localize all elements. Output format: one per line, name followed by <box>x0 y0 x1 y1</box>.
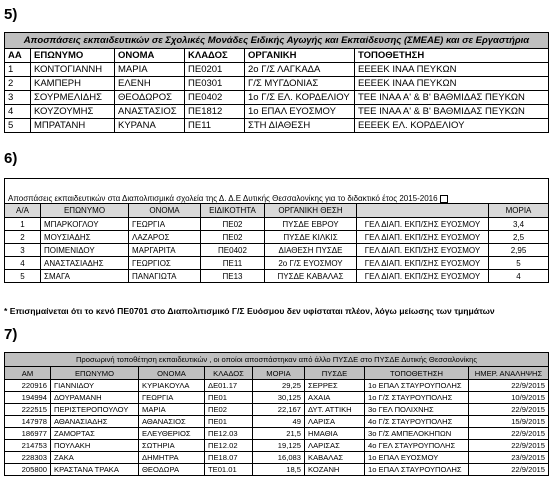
table-cell: ΚΟΥΖΟΥΜΗΣ <box>31 105 115 119</box>
table-cell: 220916 <box>5 380 51 392</box>
table-row <box>5 244 549 257</box>
table-cell: 23/9/2015 <box>469 452 549 464</box>
table-cell: 147978 <box>5 416 51 428</box>
table-row <box>5 63 549 77</box>
table-cell: ΕΛΕΝΗ <box>115 77 185 91</box>
table-cell: 1ο Γ/Σ ΕΛ. ΚΟΡΔΕΛΙΟΥ <box>245 91 355 105</box>
table-cell: 1ο ΕΠΑΛ ΕΥΟΣΜΟΥ <box>245 105 355 119</box>
table-cell: ΓΕΛ ΔΙΑΠ. ΕΚΠ/ΣΗΣ ΕΥΟΣΜΟΥ <box>357 270 489 283</box>
table-cell: 4ο ΓΕΛ ΣΤΑΥΡΟΥΠΟΛΗΣ <box>365 440 469 452</box>
table-cell: ΓΕΩΡΓΙΑ <box>129 218 201 231</box>
table-cell: ΚΟΖΑΝΗ <box>305 464 365 476</box>
column-header: ΟΝΟΜΑ <box>139 367 205 380</box>
column-header: ΕΙΔΙΚΟΤΗΤΑ <box>201 204 265 218</box>
table-cell: ΚΑΒΑΛΑΣ <box>305 452 365 464</box>
table-cell: 1ο ΕΠΑΛ ΣΤΑΥΡΟΥΠΟΛΗΣ <box>365 380 469 392</box>
table-row <box>5 416 549 428</box>
table-cell: ΠΕ02 <box>201 231 265 244</box>
table-cell: ΚΟΝΤΟΓΙΑΝΝΗ <box>31 63 115 77</box>
table-cell: ΚΥΡΙΑΚΟΥΛΑ <box>139 380 205 392</box>
table-cell: 3 <box>5 91 31 105</box>
column-header: ΕΠΩΝΥΜΟ <box>41 204 129 218</box>
table-cell: ΣΜΑΓΑ <box>41 270 129 283</box>
table-row <box>5 404 549 416</box>
table-row <box>5 257 549 270</box>
table-cell: 29,25 <box>253 380 305 392</box>
table-cell: 4 <box>489 270 549 283</box>
table-cell: ΠΕ18.07 <box>205 452 253 464</box>
table-cell: ΘΕΟΔΩΡΑ <box>139 464 205 476</box>
table-cell: 3,4 <box>489 218 549 231</box>
table-cell: 22/9/2015 <box>469 440 549 452</box>
table-cell: ΖΑΜΟΡΤΑΣ <box>51 428 139 440</box>
table-cell: 22/9/2015 <box>469 428 549 440</box>
table-row <box>5 105 549 119</box>
table-cell: ΘΕΟΔΩΡΟΣ <box>115 91 185 105</box>
table-cell: ΜΑΡΙΑ <box>139 404 205 416</box>
section-6-note: * Επισημαίνεται ότι το κενό ΠΕ0701 στο Διαπολιτισμικό Γ/Σ Ευόσμου δεν υφίσταται πλέον, λόγω μείωσης των τμημάτων <box>4 306 495 316</box>
section-6-table <box>4 178 549 283</box>
column-header: Α/Α <box>5 204 41 218</box>
column-header: ΕΠΩΝΥΜΟ <box>31 49 115 63</box>
table-cell: ΤΕΕ ΙΝΑΑ Α' & Β' ΒΑΘΜΙΔΑΣ ΠΕΥΚΩΝ <box>355 91 549 105</box>
table-cell: ΓΕΛ ΔΙΑΠ. ΕΚΠ/ΣΗΣ ΕΥΟΣΜΟΥ <box>357 231 489 244</box>
table-cell: ΠΑΝΑΓΙΩΤΑ <box>129 270 201 283</box>
column-header: ΟΝΟΜΑ <box>115 49 185 63</box>
column-header <box>357 204 489 218</box>
table-cell: ΜΑΡΙΑ <box>115 63 185 77</box>
table-cell: ΠΟΙΜΕΝΙΔΟΥ <box>41 244 129 257</box>
table-cell: 22/9/2015 <box>469 404 549 416</box>
table-cell: 5 <box>5 270 41 283</box>
column-header: ΚΛΑΔΟΣ <box>205 367 253 380</box>
column-header: ΗΜΕΡ. ΑΝΑΛΗΨΗΣ <box>469 367 549 380</box>
table-row <box>5 91 549 105</box>
table-cell: ΑΝΑΣΤΑΣΙΑΔΗΣ <box>41 257 129 270</box>
table-cell: ΓΕΛ ΔΙΑΠ. ΕΚΠ/ΣΗΣ ΕΥΟΣΜΟΥ <box>357 218 489 231</box>
table-cell: 10/9/2015 <box>469 392 549 404</box>
table-cell: ΔΥΤ. ΑΤΤΙΚΗ <box>305 404 365 416</box>
table-cell: 3ο ΓΕΛ ΠΟΛΙΧΝΗΣ <box>365 404 469 416</box>
table-cell: ΓΙΑΝΝΙΔΟΥ <box>51 380 139 392</box>
table-cell: 16,083 <box>253 452 305 464</box>
table-cell: ΤΕΕ ΙΝΑΑ Α' & Β' ΒΑΘΜΙΔΑΣ ΠΕΥΚΩΝ <box>355 105 549 119</box>
table-cell: 4ο Γ/Σ ΣΤΑΥΡΟΥΠΟΛΗΣ <box>365 416 469 428</box>
table-row <box>5 380 549 392</box>
table-cell: ΠΕ11 <box>185 119 245 133</box>
column-header: ΤΟΠΟΘΕΤΗΣΗ <box>365 367 469 380</box>
table-cell: 214753 <box>5 440 51 452</box>
table-cell: 1ο Γ/Σ ΣΤΑΥΡΟΥΠΟΛΗΣ <box>365 392 469 404</box>
table-cell: ΠΕΡΙΣΤΕΡΟΠΟΥΛΟΥ <box>51 404 139 416</box>
table-cell: ΛΑΡΙΣΑΣ <box>305 440 365 452</box>
table-cell: ΚΡΑΣΤΑΝΑ ΤΡΑΚΑ <box>51 464 139 476</box>
table-cell: ΠΕ02 <box>201 218 265 231</box>
table-cell: ΛΑΡΙΣΑ <box>305 416 365 428</box>
table-row <box>5 231 549 244</box>
section-5-table <box>4 32 549 133</box>
section-7-table <box>4 352 549 476</box>
table-cell: ΓΕΛ ΔΙΑΠ. ΕΚΠ/ΣΗΣ ΕΥΟΣΜΟΥ <box>357 257 489 270</box>
table-cell: ΛΑΖΑΡΟΣ <box>129 231 201 244</box>
table-cell: 1 <box>5 63 31 77</box>
table-row <box>5 77 549 91</box>
table-cell: ΕΕΕΕΚ ΕΛ. ΚΟΡΔΕΛΙΟΥ <box>355 119 549 133</box>
table-cell: ΠΕ01 <box>205 416 253 428</box>
table-cell: 1 <box>5 218 41 231</box>
section-5-number: 5) <box>4 6 18 23</box>
column-header: ΜΟΡΙΑ <box>489 204 549 218</box>
column-header: ΠΥΣΔΕ <box>305 367 365 380</box>
table-cell: ΕΕΕΕΚ ΙΝΑΑ ΠΕΥΚΩΝ <box>355 77 549 91</box>
table-cell: ΑΧΑΙΑ <box>305 392 365 404</box>
table-row <box>5 440 549 452</box>
table-cell: 2 <box>5 231 41 244</box>
table-cell: ΠΥΣΔΕ ΚΙΛΚΙΣ <box>265 231 357 244</box>
table-cell: ΤΕ01.01 <box>205 464 253 476</box>
column-header: ΑΑ <box>5 49 31 63</box>
table-cell: ΚΑΜΠΕΡΗ <box>31 77 115 91</box>
table-cell: ΜΠΡΑΤΑΝΗ <box>31 119 115 133</box>
table-cell: ΜΟΥΣΙΑΔΗΣ <box>41 231 129 244</box>
table-cell: ΜΑΡΓΑΡΙΤΑ <box>129 244 201 257</box>
table-cell: 1ο ΕΠΑΛ ΕΥΟΣΜΟΥ <box>365 452 469 464</box>
table-cell: ΑΘΑΝΑΣΙΑΔΗΣ <box>51 416 139 428</box>
table-cell: ΔΕ01.17 <box>205 380 253 392</box>
table-cell: 2ο Γ/Σ ΛΑΓΚΑΔΑ <box>245 63 355 77</box>
table-cell: ΣΤΗ ΔΙΑΘΕΣΗ <box>245 119 355 133</box>
table-cell: 222515 <box>5 404 51 416</box>
table-cell: 22/9/2015 <box>469 464 549 476</box>
table-cell: 3 <box>5 244 41 257</box>
table-cell: 3ο Γ/Σ ΑΜΠΕΛΟΚΗΠΩΝ <box>365 428 469 440</box>
table-cell: ΑΝΑΣΤΑΣΙΟΣ <box>115 105 185 119</box>
column-header: ΕΠΩΝΥΜΟ <box>51 367 139 380</box>
table-cell: ΕΕΕΕΚ ΙΝΑΑ ΠΕΥΚΩΝ <box>355 63 549 77</box>
table-cell: 228303 <box>5 452 51 464</box>
table-cell: ΠΕ12.02 <box>205 440 253 452</box>
section-6-number: 6) <box>4 150 18 167</box>
table-row <box>5 119 549 133</box>
table-cell: ΚΥΡΑΝΑ <box>115 119 185 133</box>
column-header: ΟΝΟΜΑ <box>129 204 201 218</box>
section-6-title-text: Αποσπάσεις εκπαιδευτικών στα Διαπολιτισμικά σχολεία της Δ. Δ.Ε Δυτικής Θεσσαλονίκης για το διδακτικό έτος 2015-2016 <box>8 194 438 203</box>
table-cell: 5 <box>5 119 31 133</box>
table-cell: 22,167 <box>253 404 305 416</box>
table-cell: 4 <box>5 257 41 270</box>
column-header: ΟΡΓΑΝΙΚΗ ΘΕΣΗ <box>265 204 357 218</box>
column-header: ΑΜ <box>5 367 51 380</box>
table-cell: 5 <box>489 257 549 270</box>
table-cell: 30,125 <box>253 392 305 404</box>
section-7-title: Προσωρινή τοποθέτηση εκπαιδευτικών , οι οποίοι αποσπάστηκαν από άλλο ΠΥΣΔΕ στο ΠΥΣΔΕ Δυτικής Θεσσαλονίκης <box>5 353 549 367</box>
table-row <box>5 392 549 404</box>
column-header: ΤΟΠΟΘΕΤΗΣΗ <box>355 49 549 63</box>
section-6-title <box>5 179 549 204</box>
table-cell: 194994 <box>5 392 51 404</box>
column-header: ΚΛΑΔΟΣ <box>185 49 245 63</box>
section-7-number: 7) <box>4 326 18 343</box>
table-cell: 4 <box>5 105 31 119</box>
table-cell: ΔΟΥΡΑΜΑΝΗ <box>51 392 139 404</box>
table-row <box>5 218 549 231</box>
table-cell: ΗΜΑΘΙΑ <box>305 428 365 440</box>
table-cell: 22/9/2015 <box>469 380 549 392</box>
table-cell: 205800 <box>5 464 51 476</box>
table-cell: 1ο ΕΠΑΛ ΣΤΑΥΡΟΥΠΟΛΗΣ <box>365 464 469 476</box>
table-row <box>5 452 549 464</box>
table-cell: ΠΕ13 <box>201 270 265 283</box>
table-cell: 21,5 <box>253 428 305 440</box>
table-cell: ΠΕ0402 <box>185 91 245 105</box>
table-cell: 2,5 <box>489 231 549 244</box>
table-cell: ΣΟΥΡΜΕΛΙΔΗΣ <box>31 91 115 105</box>
table-cell: 2ο Γ/Σ ΕΥΟΣΜΟΥ <box>265 257 357 270</box>
table-cell: ΑΘΑΝΑΣΙΟΣ <box>139 416 205 428</box>
table-cell: ΜΠΑΡΚΟΓΛΟΥ <box>41 218 129 231</box>
table-cell: ΠΥΣΔΕ ΚΑΒΑΛΑΣ <box>265 270 357 283</box>
table-cell: ΓΕΩΡΓΙΑ <box>139 392 205 404</box>
table-cell: ΠΕ0402 <box>201 244 265 257</box>
table-cell: ΔΗΜΗΤΡΑ <box>139 452 205 464</box>
table-cell: 2 <box>5 77 31 91</box>
table-cell: ΣΩΤΗΡΙΑ <box>139 440 205 452</box>
table-cell: 49 <box>253 416 305 428</box>
table-cell: ΠΕ01 <box>205 392 253 404</box>
table-icon <box>440 195 448 203</box>
table-cell: ΠΕ0201 <box>185 63 245 77</box>
column-header: ΟΡΓΑΝΙΚΗ <box>245 49 355 63</box>
table-cell: ΠΟΥΛΑΚΗ <box>51 440 139 452</box>
table-cell: Γ/Σ ΜΥΓΔΟΝΙΑΣ <box>245 77 355 91</box>
table-row <box>5 270 549 283</box>
table-cell: ΠΕ0301 <box>185 77 245 91</box>
table-cell: ΖΑΚΑ <box>51 452 139 464</box>
table-cell: ΓΕΛ ΔΙΑΠ. ΕΚΠ/ΣΗΣ ΕΥΟΣΜΟΥ <box>357 244 489 257</box>
table-cell: 186977 <box>5 428 51 440</box>
table-cell: ΣΕΡΡΕΣ <box>305 380 365 392</box>
table-cell: ΠΕ02 <box>205 404 253 416</box>
table-cell: 15/9/2015 <box>469 416 549 428</box>
table-cell: ΔΙΑΘΕΣΗ ΠΥΣΔΕ <box>265 244 357 257</box>
table-cell: ΕΛΕΥΘΕΡΙΟΣ <box>139 428 205 440</box>
table-cell: ΓΕΩΡΓΙΟΣ <box>129 257 201 270</box>
table-row <box>5 428 549 440</box>
section-5-title: Αποσπάσεις εκπαιδευτικών σε Σχολικές Μονάδες Ειδικής Αγωγής και Εκπαίδευσης (ΣΜΕΑΕ) και σε Εργαστήρια <box>5 33 549 49</box>
table-row <box>5 464 549 476</box>
table-cell: ΠΕ1812 <box>185 105 245 119</box>
table-cell: ΠΥΣΔΕ ΕΒΡΟΥ <box>265 218 357 231</box>
table-cell: 18,5 <box>253 464 305 476</box>
table-cell: 19,125 <box>253 440 305 452</box>
table-cell: ΠΕ12.03 <box>205 428 253 440</box>
table-cell: ΠΕ11 <box>201 257 265 270</box>
table-cell: 2,95 <box>489 244 549 257</box>
column-header: ΜΟΡΙΑ <box>253 367 305 380</box>
